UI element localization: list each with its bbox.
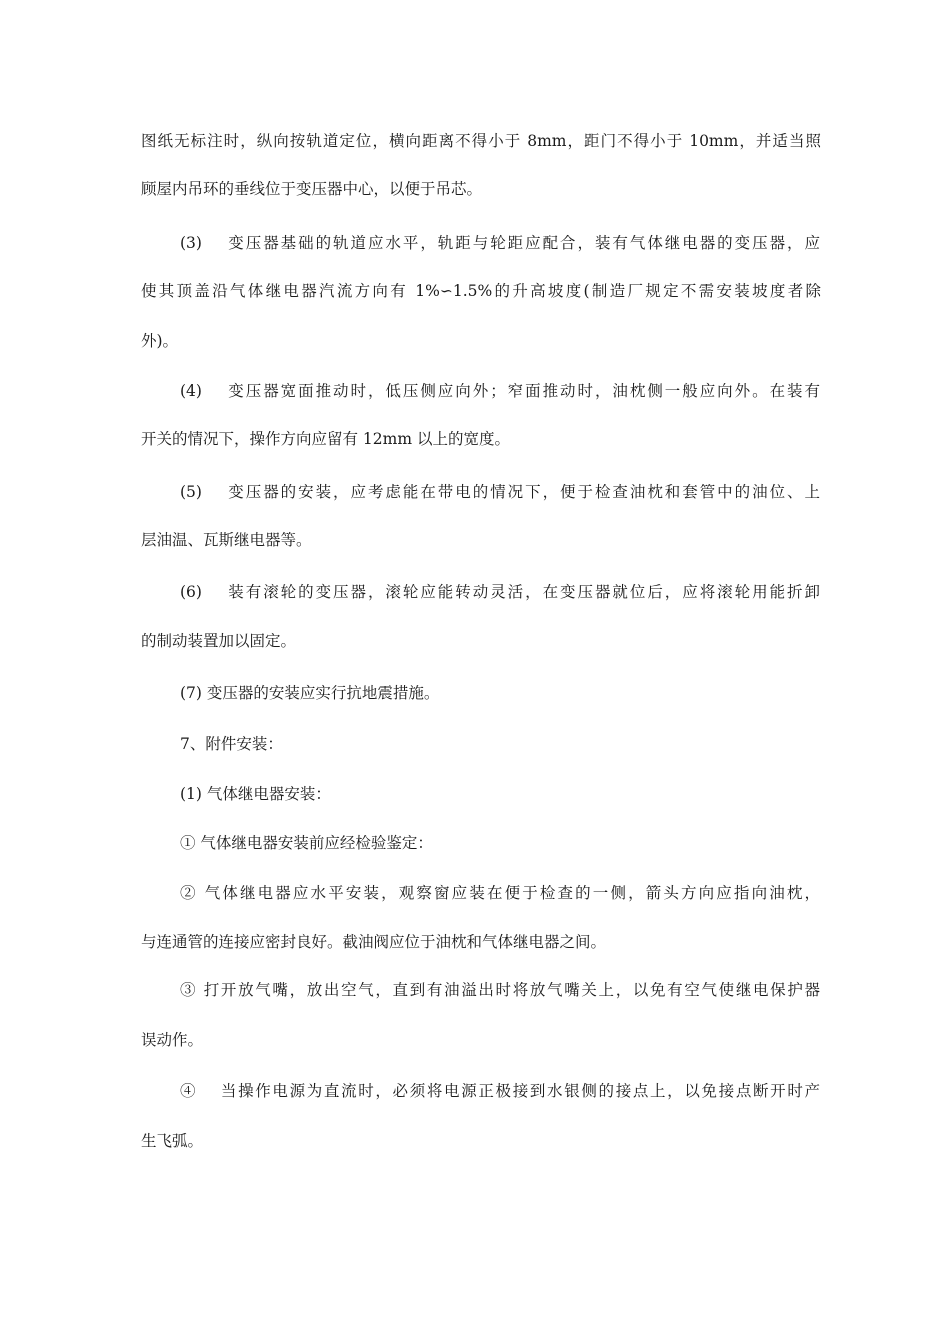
text-line-17: 与连通管的连接应密封良好。截油阀应位于油枕和气体继电器之间。 xyxy=(141,933,607,951)
text-line-15: ① 气体继电器安装前应经检验鉴定： xyxy=(180,834,433,852)
text-line-11: 的制动装置加以固定。 xyxy=(141,632,297,650)
text-line-4: 使其顶盖沿气体继电器汽流方向有 1%∽1.5%的升高坡度(制造厂规定不需安装坡度者除 xyxy=(141,282,821,300)
text-line-16: ② 气体继电器应水平安装，观察窗应装在便于检查的一侧，箭头方向应指向油枕， xyxy=(180,884,820,902)
text-line-3: (3) 变压器基础的轨道应水平，轨距与轮距应配合，装有气体继电器的变压器，应 xyxy=(180,234,820,252)
text-line-5: 外)。 xyxy=(141,332,179,350)
text-line-8: (5) 变压器的安装，应考虑能在带电的情况下，便于检查油枕和套管中的油位、上 xyxy=(180,483,820,501)
text-line-12: (7) 变压器的安装应实行抗地震措施。 xyxy=(180,684,440,702)
text-line-13: 7、附件安装： xyxy=(180,735,283,753)
text-line-10: (6) 装有滚轮的变压器，滚轮应能转动灵活，在变压器就位后，应将滚轮用能折卸 xyxy=(180,583,820,601)
text-line-20: ④ 当操作电源为直流时，必须将电源正极接到水银侧的接点上，以免接点断开时产 xyxy=(180,1082,820,1100)
text-line-9: 层油温、瓦斯继电器等。 xyxy=(141,531,312,549)
text-line-1: 图纸无标注时，纵向按轨道定位，横向距离不得小于 8mm，距门不得小于 10mm，并适当照 xyxy=(141,132,821,150)
text-line-7: 开关的情况下，操作方向应留有 12mm 以上的宽度。 xyxy=(141,430,510,448)
text-line-14: (1) 气体继电器安装： xyxy=(180,785,331,803)
text-line-19: 误动作。 xyxy=(141,1031,204,1049)
text-line-2: 顾屋内吊环的垂线位于变压器中心，以便于吊芯。 xyxy=(141,180,483,198)
text-line-18: ③ 打开放气嘴，放出空气，直到有油溢出时将放气嘴关上，以免有空气使继电保护器 xyxy=(180,981,820,999)
text-line-6: (4) 变压器宽面推动时，低压侧应向外；窄面推动时，油枕侧一般应向外。在装有 xyxy=(180,382,820,400)
text-line-21: 生飞弧。 xyxy=(141,1132,204,1150)
